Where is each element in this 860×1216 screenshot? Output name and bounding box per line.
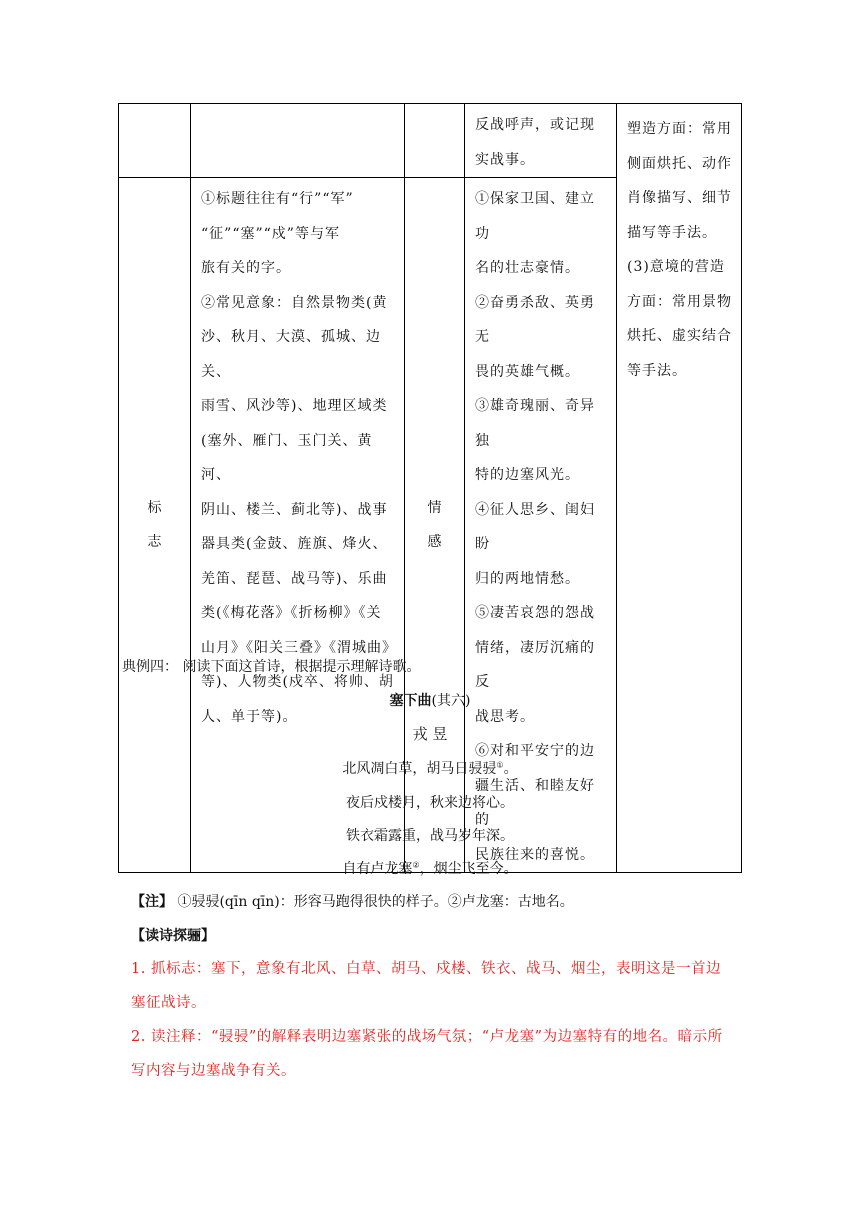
poem-line-end: 。: [503, 761, 518, 777]
marks-line: 沙、秋月、大漠、孤城、边关、: [201, 329, 381, 380]
technique-line: 方面：常用景物: [627, 293, 732, 310]
footnote-marker: ①: [496, 760, 504, 770]
poem-title-sub: (其六): [431, 693, 471, 709]
emotion-line: ③雄奇瑰丽、奇异独: [475, 398, 595, 449]
footnote-marker: ②: [412, 860, 420, 870]
poem-line-text: 夜后戍楼月，秋来边将心。: [346, 795, 514, 811]
technique-line: 描写等手法。: [627, 224, 717, 241]
analysis-point-2: 2. 读注释：“骎骎”的解释表明边塞紧张的战场气氛；“卢龙塞”为边塞特有的地名。暗示所写内容与边塞战争有关。: [131, 1029, 723, 1079]
analysis-point-1: 1. 抓标志：塞下，意象有北风、白草、胡马、戍楼、铁衣、战马、烟尘，表明这是一首边塞征战诗。: [131, 961, 721, 1011]
emotion-line: ⑤凄苦哀怨的怨战: [475, 605, 595, 621]
emotion-line: 疆生活、和睦友好的: [475, 777, 595, 828]
label-char: 情: [427, 500, 442, 516]
poem-title: [0, 690, 860, 710]
emotion-line: 民族往来的喜悦。: [475, 846, 595, 863]
poem-title-main: 塞下曲: [389, 693, 432, 709]
technique-line: 烘托、虚实结合: [627, 328, 732, 344]
marks-line: 旅有关的字。: [201, 260, 291, 276]
technique-line: 等手法。: [627, 362, 687, 379]
marks-line: 山月》《阳关三叠》《渭城曲》: [201, 639, 397, 656]
marks-line: 羌笛、琵琶、战马等)、乐曲: [201, 570, 388, 587]
poem-line: [0, 758, 860, 778]
emotion-line: 战思考。: [475, 708, 535, 725]
technique-line: 侧面烘托、动作: [627, 155, 732, 172]
marks-line: 人、单于等)。: [201, 708, 298, 725]
poem-line: [0, 858, 860, 878]
emotion-line: 名的壮志豪情。: [475, 260, 580, 276]
emotion-line: ②奋勇杀敌、英勇无: [475, 294, 595, 345]
label-char: 志: [147, 534, 162, 550]
marks-line: ①标题往往有“行”“军”: [201, 191, 354, 207]
table-cell: [191, 104, 405, 178]
poem-note: [131, 891, 574, 911]
technique-line: 塑造方面：常用: [627, 121, 732, 137]
technique-line: (3)意境的营造: [627, 259, 725, 275]
marks-text: [191, 178, 404, 734]
emotion-line: 畏的英雄气概。: [475, 363, 580, 380]
marks-line: “征”“塞”“戍”等与军: [201, 225, 340, 242]
table-row: [119, 104, 742, 178]
note-label: 【注】: [131, 894, 173, 910]
emotion-line: 情绪，凄厉沉痛的反: [475, 639, 595, 690]
emotion-line: 归的两地情愁。: [475, 570, 580, 587]
cell-text: 反战呼声，或记现实战事。: [475, 117, 595, 168]
poem-author: 戎 昱: [412, 725, 448, 743]
table-cell: [405, 104, 465, 178]
poem-line-text: 自有卢龙塞: [342, 861, 413, 877]
table-cell: [119, 104, 191, 178]
emotion-line: 特的边塞风光。: [475, 467, 580, 483]
note-text: ①骎骎(qīn qīn)：形容马跑得很快的样子。②卢龙塞：古地名。: [173, 894, 574, 910]
table-cell: [465, 104, 617, 178]
marks-line: (塞外、雁门、玉门关、黄河、: [201, 432, 373, 483]
marks-line: 雨雪、风沙等)、地理区域类: [201, 398, 388, 414]
poem-line: [0, 792, 860, 812]
label-char: 感: [427, 534, 442, 550]
emotion-line: ④征人思乡、闺妇盼: [475, 501, 595, 552]
poem-line: [0, 825, 860, 845]
emotion-line: ①保家卫国、建立功: [475, 191, 595, 242]
marks-line: 等)、人物类(戍卒、将帅、胡: [201, 674, 394, 690]
marks-line: 器具类(金鼓、旌旗、烽火、: [201, 536, 388, 552]
section-title: 【读诗探骊】: [131, 928, 215, 944]
poem-line-text: 铁衣霜露重，战马岁年深。: [346, 828, 514, 844]
marks-line: 阴山、楼兰、蓟北等)、战事: [201, 501, 388, 518]
technique-text: [617, 104, 741, 388]
marks-line: 类(《梅花落》《折杨柳》《关: [201, 605, 382, 621]
label-char: 标: [147, 500, 162, 516]
poem-line-text: 北风凋白草，胡马日骎骎: [342, 761, 497, 777]
example-intro: 典例四： 阅读下面这首诗，根据提示理解诗歌。: [122, 659, 421, 675]
poem-line-end: ，烟尘飞至今。: [419, 861, 518, 877]
technique-line: 肖像描写、细节: [627, 190, 732, 206]
emotion-line: ⑥对和平安宁的边: [475, 743, 595, 759]
marks-line: ②常见意象：自然景物类(黄: [201, 294, 388, 311]
